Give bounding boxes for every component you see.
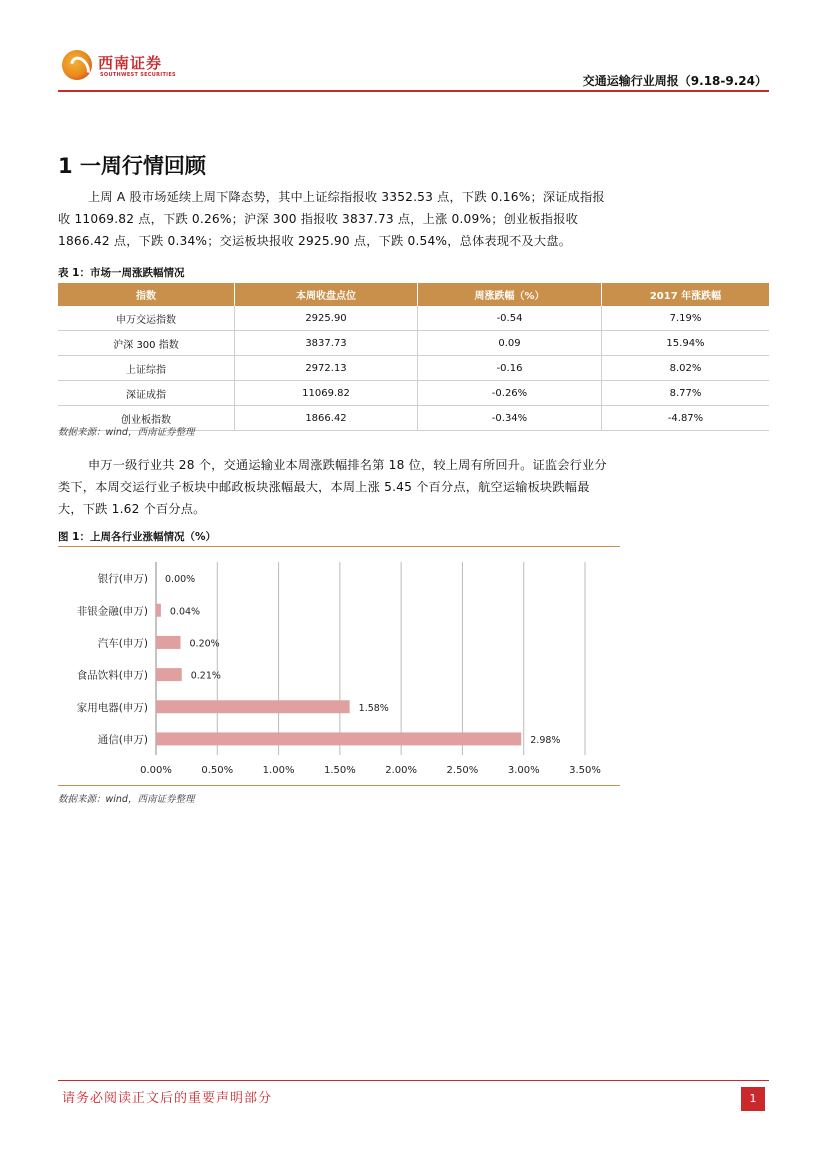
paragraph-market-review: 上周 A 股市场延续上周下降态势，其中上证综指报收 3352.53 点，下跌 0.16%；深证成指报收 11069.82 点，下跌 0.26%；沪深 300 指报收 3837.73 点，上涨 0.09%；创业板指报收 1866.42 点，下跌 0.34%；交运板块报收 2925.90 点，下跌 0.54%，总体表现不及大盘。 bbox=[58, 190, 605, 248]
table-cell: 8.02% bbox=[602, 356, 770, 381]
table-cell: 申万交运指数 bbox=[58, 306, 235, 331]
column-header: 2017 年涨跌幅 bbox=[602, 283, 770, 306]
x-tick-label: 3.50% bbox=[569, 765, 601, 776]
logo-icon bbox=[62, 50, 92, 80]
table-cell: 3837.73 bbox=[235, 331, 418, 356]
table-cell: -0.16 bbox=[418, 356, 602, 381]
table-cell: 8.77% bbox=[602, 381, 770, 406]
bar bbox=[156, 604, 161, 617]
x-tick-label: 0.50% bbox=[201, 765, 234, 776]
x-tick-label: 1.50% bbox=[323, 765, 356, 776]
table-cell: -0.34% bbox=[418, 406, 602, 431]
table-cell: 创业板指数 bbox=[58, 406, 235, 431]
logo-text: 西南证券 bbox=[98, 54, 163, 72]
bar bbox=[156, 732, 521, 745]
category-label: 汽车(申万) bbox=[97, 637, 148, 650]
bar bbox=[156, 668, 182, 681]
table-cell: 深证成指 bbox=[58, 381, 235, 406]
table-header-row bbox=[58, 283, 769, 306]
table-cell: 1866.42 bbox=[235, 406, 418, 431]
column-header: 指数 bbox=[58, 283, 235, 306]
x-tick-label: 1.00% bbox=[262, 765, 295, 776]
table-cell: 沪深 300 指数 bbox=[58, 331, 235, 356]
table-cell: 2925.90 bbox=[235, 306, 418, 331]
table-cell: 0.09 bbox=[418, 331, 602, 356]
data-label: 2.98% bbox=[530, 734, 561, 746]
section-title: 1 一周行情回顾 bbox=[58, 154, 206, 178]
table-source: 数据来源：wind，西南证券整理 bbox=[58, 427, 195, 438]
table-row bbox=[58, 381, 769, 406]
logo-subtext: SOUTHWEST SECURITIES bbox=[100, 72, 176, 78]
table-caption: 表 1：市场一周涨跌幅情况 bbox=[58, 267, 185, 279]
figure-bottom-rule bbox=[58, 785, 620, 786]
category-label: 食品饮料(申万) bbox=[76, 669, 148, 682]
figure-source: 数据来源：wind，西南证券整理 bbox=[58, 794, 195, 805]
table-cell: 15.94% bbox=[602, 331, 770, 356]
footer-divider bbox=[58, 1080, 769, 1081]
figure-caption: 图 1：上周各行业涨幅情况（%） bbox=[58, 531, 216, 543]
table-cell: -4.87% bbox=[602, 406, 770, 431]
table-cell: -0.54 bbox=[418, 306, 602, 331]
footer-disclaimer: 请务必阅读正文后的重要声明部分 bbox=[62, 1091, 273, 1106]
paragraph-industry-ranking: 申万一级行业共 28 个，交通运输业本周涨跌幅排名第 18 位，较上周有所回升。证监会行业分类下，本周交运行业子板块中邮政板块涨幅最大，本周上涨 5.45 个百分点，航空运输板块跌幅最大，下跌 1.62 个百分点。 bbox=[58, 458, 607, 516]
table-cell: 11069.82 bbox=[235, 381, 418, 406]
x-tick-label: 0.00% bbox=[140, 765, 172, 776]
table-cell: 2972.13 bbox=[235, 356, 418, 381]
header-divider bbox=[58, 90, 769, 92]
market-table bbox=[58, 283, 769, 431]
report-title: 交通运输行业周报（9.18-9.24） bbox=[582, 74, 767, 88]
bar bbox=[156, 700, 350, 713]
column-header: 本周收盘点位 bbox=[235, 283, 418, 306]
category-label: 非银金融(申万) bbox=[76, 605, 148, 618]
table-cell: 7.19% bbox=[602, 306, 770, 331]
data-label: 0.04% bbox=[169, 606, 201, 618]
x-tick-label: 3.00% bbox=[507, 765, 540, 776]
table-cell: 上证综指 bbox=[58, 356, 235, 381]
category-label: 通信(申万) bbox=[97, 733, 148, 746]
data-label: 1.58% bbox=[358, 702, 389, 714]
category-label: 银行(申万) bbox=[97, 573, 148, 586]
column-header: 周涨跌幅（%） bbox=[418, 283, 602, 306]
page-number: 1 bbox=[741, 1087, 765, 1111]
data-label: 0.00% bbox=[165, 574, 196, 586]
table-cell: -0.26% bbox=[418, 381, 602, 406]
figure-top-rule bbox=[58, 546, 620, 547]
bar bbox=[156, 636, 181, 649]
x-tick-label: 2.50% bbox=[446, 765, 479, 776]
data-label: 0.20% bbox=[189, 638, 220, 650]
category-label: 家用电器(申万) bbox=[76, 701, 148, 714]
data-label: 0.21% bbox=[190, 670, 221, 682]
table-row bbox=[58, 306, 769, 331]
x-tick-label: 2.00% bbox=[385, 765, 418, 776]
table-row bbox=[58, 356, 769, 381]
table-row bbox=[58, 331, 769, 356]
industry-bar-chart bbox=[58, 550, 620, 782]
